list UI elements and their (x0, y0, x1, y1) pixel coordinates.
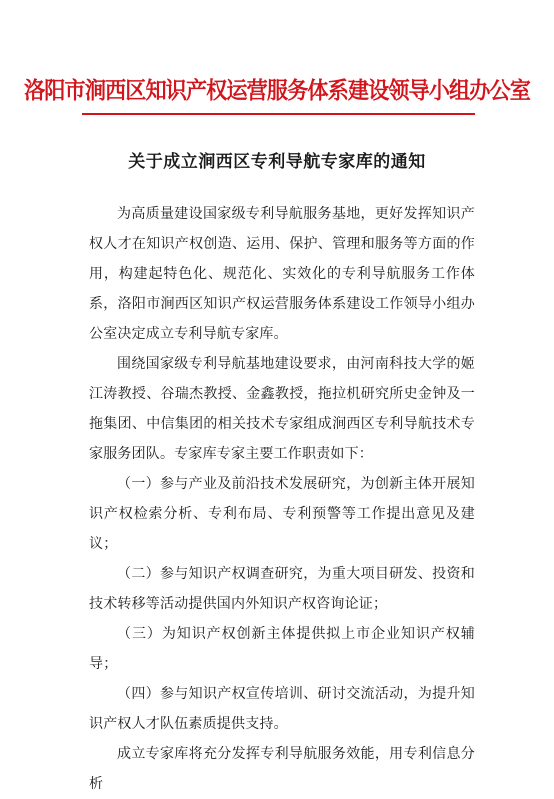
paragraph: （四）参与知识产权宣传培训、研讨交流活动，为提升知识产权人才队伍素质提供支持。 (89, 686, 475, 732)
paragraph: 成立专家库将充分发挥专利导航服务效能，用专利信息分析 (89, 746, 475, 792)
paragraph: （二）参与知识产权调查研究，为重大项目研发、投资和技术转移等活动提供国内外知识产权咨询论证； (89, 566, 475, 612)
paragraph: 为高质量建设国家级专利导航服务基地，更好发挥知识产权人才在知识产权创造、运用、保护、管理和服务等方面的作用，构建起特色化、规范化、实效化的专利导航服务工作体系，洛阳市涧西区知识产权运营服务体系建设工作领导小组办公室决定成立专利导航专家库。 (89, 206, 475, 342)
issuing-office-header: 洛阳市涧西区知识产权运营服务体系建设领导小组办公室 (23, 77, 530, 104)
paragraph: 围绕国家级专利导航基地建设要求，由河南科技大学的姬江涛教授、谷瑞杰教授、金鑫教授，拖拉机研究所史金钟及一拖集团、中信集团的相关技术专家组成涧西区专利导航技术专家服务团队。专家库专家主要工作职责如下： (89, 356, 475, 462)
paragraph: （一）参与产业及前沿技术发展研究，为创新主体开展知识产权检索分析、专利布局、专利预警等工作提出意见及建议； (89, 476, 475, 552)
header-red-rule (82, 113, 475, 115)
document-title: 关于成立涧西区专利导航专家库的通知 (128, 152, 426, 172)
paragraph: （三）为知识产权创新主体提供拟上市企业知识产权辅导； (89, 626, 475, 672)
document-body (89, 199, 475, 799)
